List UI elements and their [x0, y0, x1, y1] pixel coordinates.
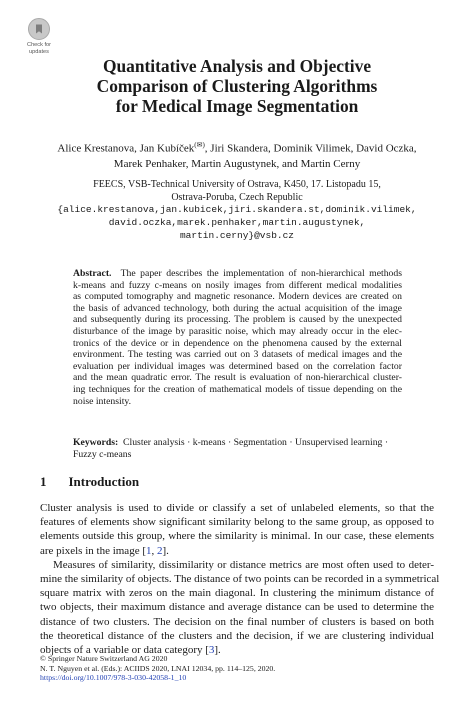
- corresponding-author-mark: (✉): [194, 141, 205, 149]
- abstract-line: disturbance of the image by parasitic noise, which may already occur in the elec-: [73, 325, 402, 337]
- text-line: elements outside this group, where the similarity is minimal. In our case, these elements: [40, 530, 434, 543]
- abstract-line: ing techniques for the creation of mathematical models of tissue depending on the: [73, 383, 402, 395]
- paragraph: [40, 558, 440, 657]
- abstract: [73, 268, 402, 407]
- text-line: mine the similarity of objects. The distance of two points can be recorded in a symmetrical: [40, 572, 440, 585]
- section-title: Introduction: [68, 474, 140, 489]
- text-line: the theoretical distance of the clusters and the decision, if we are clustering individual: [40, 629, 434, 642]
- abstract-line: the basis of advanced technology, both during the actual acquisition of the image: [73, 302, 402, 314]
- text-line: Cluster analysis is used to divide or classify a set of unlabeled elements, so that the: [40, 502, 434, 514]
- affiliation-line: Ostrava-Poruba, Czech Republic: [171, 191, 303, 203]
- section-heading: [40, 474, 139, 490]
- text-line: distance of two clusters. The decision on the final number of clusters is based on both: [40, 615, 434, 628]
- badge-label: Check for updates: [27, 42, 51, 55]
- keywords-label: Keywords:: [73, 437, 119, 448]
- abstract-line: as computed tomography and magnetic resonance. Modern devices are created on: [73, 291, 402, 303]
- bookmark-icon: [28, 18, 50, 40]
- body-text: [40, 501, 440, 657]
- paper-title: [60, 56, 414, 116]
- affiliation-line: FEECS, VSB-Technical University of Ostrava, K450, 17. Listopadu 15,: [93, 179, 381, 190]
- abstract-line: Abstract. The paper describes the implementation of non-hierarchical methods: [73, 268, 403, 279]
- keywords-line: Fuzzy c-means: [73, 449, 132, 460]
- doi-link[interactable]: https://doi.org/10.1007/978-3-030-42058-1_10: [40, 673, 187, 683]
- affiliation: [40, 179, 434, 204]
- paragraph: [40, 501, 434, 558]
- keywords: [73, 437, 402, 461]
- email-line: david.oczka,marek.penhaker,martin.augustynek,: [108, 217, 366, 229]
- abstract-line: noise intensity.: [73, 395, 132, 407]
- author-list: [40, 138, 434, 172]
- citation-link[interactable]: 2: [157, 544, 163, 557]
- text-line: square matrix with zeros on the main diagonal. In clustering the minimum distance of: [40, 587, 434, 600]
- abstract-line: and subsequently during its processing. The problem is caused by the unexpected: [73, 314, 402, 326]
- abstract-line: environment. The testing was carried out on 3 datasets of medical images and the: [73, 349, 402, 361]
- citation-link[interactable]: 3: [208, 643, 215, 656]
- citation-link[interactable]: 1: [146, 544, 152, 557]
- author-line: Alice Krestanova, Jan Kubíček(✉), Jiri Skandera, Dominik Vilimek, David Oczka,: [57, 141, 417, 155]
- text-line: two objects, their maximum distance and average distance can be used to determine the: [40, 601, 434, 614]
- page-footer: [40, 654, 275, 683]
- abstract-label: Abstract.: [73, 268, 112, 279]
- text-line: objects of a variable or data category [3].: [40, 643, 221, 656]
- author-line: Marek Penhaker, Martin Augustynek, and Martin Cerny: [113, 157, 361, 170]
- title-line: Comparison of Clustering Algorithms: [96, 76, 378, 96]
- text-line: features of elements show significant similarity belong to the same group, as opposed to: [40, 516, 434, 529]
- text-line: are pixels in the image [1, 2].: [40, 544, 169, 557]
- abstract-line: tronics of the device or in dependence on the phenomena caused by the external: [73, 337, 402, 349]
- abstract-line: k-means and fuzzy c-means on nosily images from different medical modalities: [73, 279, 402, 291]
- publication-citation: N. T. Nguyen et al. (Eds.): ACIIDS 2020, LNAI 12034, pp. 114–125, 2020.: [40, 663, 276, 673]
- author-emails: [20, 203, 454, 243]
- abstract-line: evaluation per individual images was determined based on the correlation factor: [73, 360, 402, 372]
- copyright-notice: © Springer Nature Switzerland AG 2020: [40, 654, 168, 663]
- abstract-line: and the mean quadratic error. The result is evaluation of non-hierarchical cluster-: [73, 372, 402, 384]
- section-number: 1: [40, 474, 47, 489]
- email-line: martin.cerny}@vsb.cz: [179, 230, 295, 242]
- title-line: for Medical Image Segmentation: [115, 96, 359, 116]
- keywords-line: Keywords: Cluster analysis · k-means · Segmentation · Unsupervised learning ·: [73, 437, 389, 448]
- text-line: Measures of similarity, dissimilarity or distance metrics are most often used to deter-: [53, 558, 434, 571]
- check-for-updates-badge[interactable]: [24, 18, 54, 60]
- email-line: {alice.krestanova,jan.kubicek,jiri.skandera.st,dominik.vilimek,: [57, 204, 417, 215]
- title-line: Quantitative Analysis and Objective: [102, 56, 372, 76]
